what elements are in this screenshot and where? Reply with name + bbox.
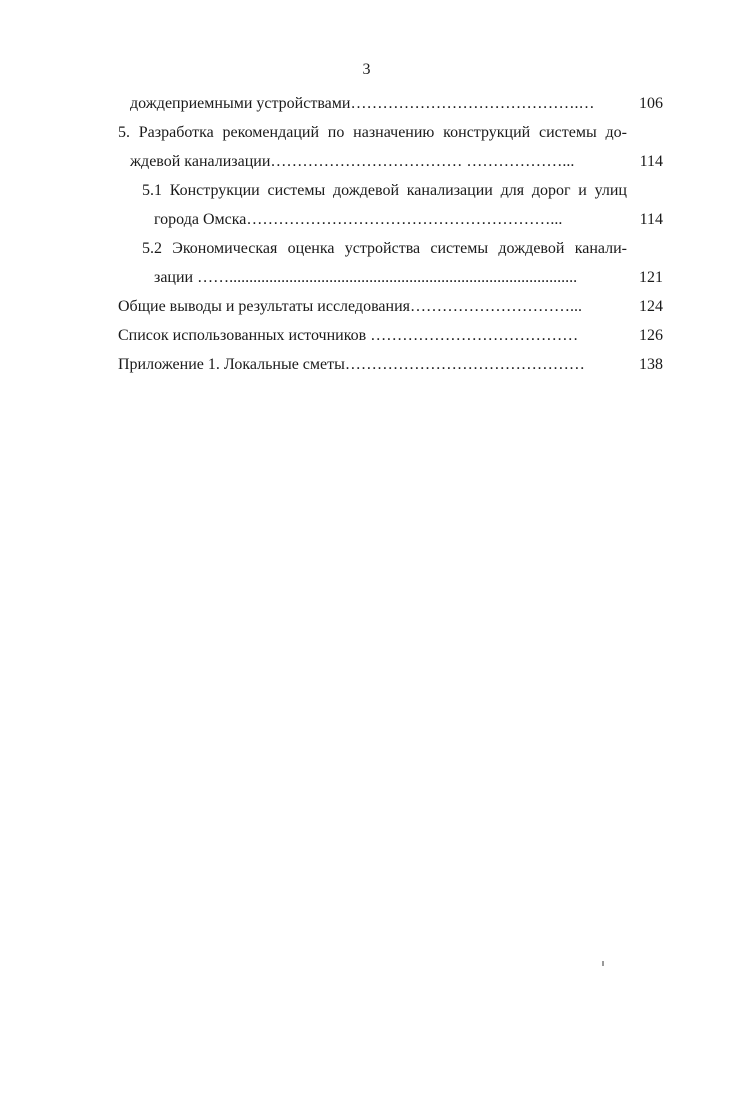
toc-entry-title: [118, 176, 627, 205]
toc-entry-title: ждевой канализации……………………………… ………………...: [130, 153, 575, 170]
toc-entry: [118, 292, 663, 321]
toc-entry-title: Список использованных источников …………………………………: [118, 327, 579, 344]
toc-entry: [118, 147, 663, 176]
toc-entry-page: 114: [639, 153, 663, 170]
page-number: 3: [362, 61, 371, 78]
toc-entry-title: зации …….......................................................................................: [154, 269, 578, 286]
toc-entry: [118, 350, 663, 379]
toc-entry-title-line: 5. Разработка рекомендаций по назначению конструкций системы до-: [118, 124, 627, 141]
toc-entry-title: Общие выводы и результаты исследования…………………………...: [118, 298, 582, 315]
toc-entry: [118, 118, 663, 147]
toc-entry: [118, 321, 663, 350]
toc-entry-title: Приложение 1. Локальные сметы………………………………………: [118, 356, 585, 373]
toc-entry-title-line: 5.1 Конструкции системы дождевой канализации для дорог и улиц: [142, 182, 627, 199]
toc-entry-page: 138: [639, 356, 663, 373]
toc-entry-page: 114: [639, 211, 663, 228]
toc-entry-page: 121: [639, 269, 663, 286]
toc-entry-page: 126: [639, 327, 663, 344]
toc-entry-title: города Омска…………………………………………………...: [154, 211, 563, 228]
toc-entry: [118, 263, 663, 292]
toc-entry-title-line: 5.2 Экономическая оценка устройства системы дождевой канали-: [142, 240, 627, 257]
toc-entry-title: [118, 234, 627, 263]
toc-entry: [118, 176, 663, 205]
toc-entry: [118, 89, 663, 118]
toc-entry-title: дождеприемными устройствами…………………………………….…: [130, 95, 595, 112]
toc-entry-page: 106: [639, 95, 663, 112]
toc-entry-title: [118, 118, 627, 147]
table-of-contents: [118, 89, 663, 379]
toc-entry-page: 124: [639, 298, 663, 315]
scan-speck: [602, 961, 604, 966]
toc-entry: [118, 234, 663, 263]
toc-entry: [118, 205, 663, 234]
